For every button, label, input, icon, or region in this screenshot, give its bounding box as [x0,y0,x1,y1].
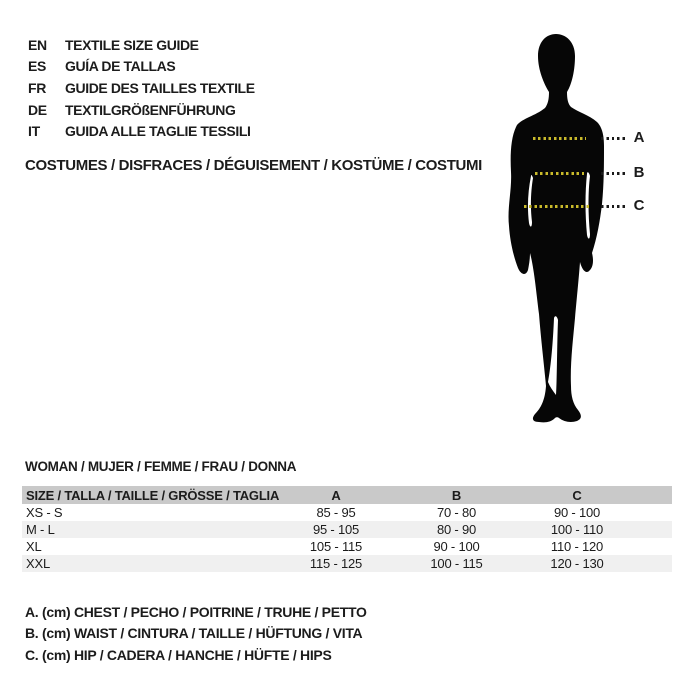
measure-label-a: A [633,129,645,146]
value-cell-a: 115 - 125 [309,556,363,571]
language-code: FR [28,79,47,96]
language-label: TEXTILGRÖßENFÜHRUNG [65,101,236,118]
size-cell: XXL [26,556,50,571]
language-label: GUÍA DE TALLAS [65,58,176,75]
header-col-b: B [451,487,462,503]
header-col-c: C [572,487,582,503]
language-item-fr [28,77,255,99]
size-cell: M - L [26,522,55,537]
value-cell-a: 85 - 95 [316,505,356,520]
language-item-es [28,56,255,78]
table-row-xl [22,538,672,555]
legend-line-hip: C. (cm) HIP / CADERA / HANCHE / HÜFTE / HIPS [25,646,332,663]
language-label: TEXTILE SIZE GUIDE [65,36,199,53]
language-code: EN [28,36,47,53]
category-title: COSTUMES / DISFRACES / DÉGUISEMENT / KOSTÜME / COSTUMI [25,157,482,174]
language-label: GUIDA ALLE TAGLIE TESSILI [65,123,251,140]
hip-measure-line-on-body [524,205,590,208]
woman-silhouette-icon [490,26,630,426]
chest-measure-leader-line [601,137,626,140]
language-item-it [28,120,255,142]
language-code: ES [28,58,47,75]
language-code: IT [28,123,40,140]
size-table [22,486,672,572]
value-cell-b: 100 - 115 [430,556,483,571]
value-cell-b: 70 - 80 [436,505,477,520]
value-cell-c: 120 - 130 [550,556,604,571]
chest-measure-line-on-body [533,137,586,140]
value-cell-a: 95 - 105 [312,522,360,537]
language-list [28,34,255,142]
measure-label-c: C [633,197,645,214]
language-label: GUIDE DES TAILLES TEXTILE [65,79,255,96]
language-item-de [28,99,255,121]
hip-measure-leader-line [601,205,626,208]
legend-line-chest: A. (cm) CHEST / PECHO / POITRINE / TRUHE / PETTO [25,604,367,620]
table-title: WOMAN / MUJER / FEMME / FRAU / DONNA [25,459,297,474]
size-cell: XS - S [26,505,63,520]
size-cell: XL [26,539,42,554]
table-row-m-l [22,521,672,538]
waist-measure-leader-line [601,172,626,175]
value-cell-c: 110 - 120 [550,539,604,554]
table-row-xxl [22,555,672,572]
measure-label-b: B [633,164,645,181]
header-col-a: A [331,487,341,503]
waist-measure-line-on-body [535,172,584,175]
language-code: DE [28,101,47,118]
header-size-label: SIZE / TALLA / TAILLE / GRÖSSE / TAGLIA [26,487,280,503]
value-cell-c: 100 - 110 [550,522,604,537]
measure-legend [25,604,367,668]
value-cell-c: 90 - 100 [553,505,601,520]
language-item-en [28,34,255,56]
value-cell-a: 105 - 115 [309,539,363,554]
value-cell-b: 90 - 100 [433,539,480,554]
value-cell-b: 80 - 90 [436,522,477,537]
table-header-row [22,486,672,504]
legend-line-waist: B. (cm) WAIST / CINTURA / TAILLE / HÜFTUNG / VITA [25,625,363,642]
table-row-xs-s [22,504,672,521]
